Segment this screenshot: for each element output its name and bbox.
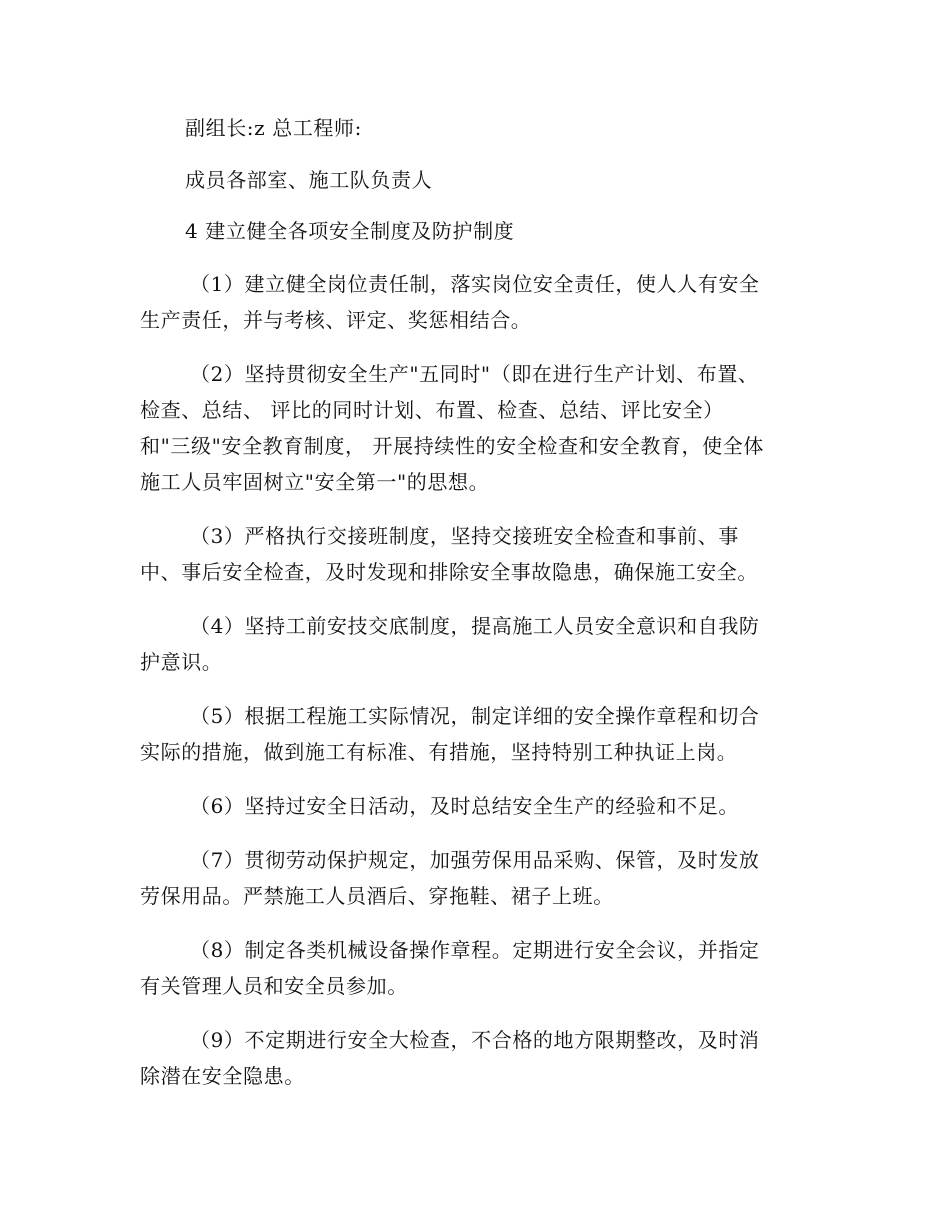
text-line: 除潜在安全隐患。 (140, 1064, 305, 1088)
paragraph-item-5 (140, 698, 808, 770)
text-line: （4）坚持工前安技交底制度，提高施工人员安全意识和自我防 (190, 614, 760, 638)
paragraph-item-4 (140, 608, 808, 680)
paragraph-item-1 (140, 266, 808, 338)
text-line: 和"三级"安全教育制度， 开展持续性的安全检查和安全教育，使全体 (140, 434, 764, 458)
text-line: 有关管理人员和安全员参加。 (140, 974, 408, 998)
text-line: （2）坚持贯彻安全生产"五同时"（即在进行生产计划、布置、 (190, 362, 759, 386)
text-line: 生产责任，并与考核、评定、奖惩相结合。 (140, 308, 532, 332)
text-line: 副组长:z 总工程师: (185, 116, 362, 140)
text-line: （1）建立健全岗位责任制，落实岗位安全责任，使人人有安全 (190, 272, 760, 296)
paragraph-item-9 (140, 1022, 808, 1094)
paragraph-item-3 (140, 518, 808, 590)
text-line: 4 建立健全各项安全制度及防护制度 (185, 219, 515, 243)
text-line: （6）坚持过安全日活动，及时总结安全生产的经验和不足。 (190, 794, 739, 818)
paragraph-item-8 (140, 932, 808, 1004)
text-line: 实际的措施，做到施工有标准、有措施，坚持特别工种执证上岗。 (140, 740, 738, 764)
paragraph-item-7 (140, 842, 808, 914)
text-line: 检查、总结、 评比的同时计划、布置、检查、总结、评比安全） (140, 398, 724, 422)
text-line: （8）制定各类机械设备操作章程。定期进行安全会议，并指定 (190, 938, 760, 962)
text-line: （3）严格执行交接班制度，坚持交接班安全检查和事前、事 (190, 524, 739, 548)
text-line: 劳保用品。严禁施工人员酒后、穿拖鞋、裙子上班。 (140, 884, 614, 908)
text-line: 护意识。 (140, 650, 223, 674)
paragraph-item-2 (140, 356, 808, 500)
paragraph-vice-leader (140, 110, 808, 146)
paragraph-members (140, 162, 808, 198)
section-heading-safety-systems (140, 213, 808, 249)
text-line: （9）不定期进行安全大检查，不合格的地方限期整改，及时消 (190, 1028, 760, 1052)
text-line: 中、事后安全检查，及时发现和排除安全事故隐患，确保施工安全。 (140, 560, 758, 584)
text-line: 施工人员牢固树立"安全第一"的思想。 (140, 470, 490, 494)
text-line: （5）根据工程施工实际情况，制定详细的安全操作章程和切合 (190, 704, 760, 728)
paragraph-item-6 (140, 788, 808, 824)
text-line: 成员各部室、施工队负责人 (185, 168, 433, 192)
text-line: （7）贯彻劳动保护规定，加强劳保用品采购、保管，及时发放 (190, 848, 760, 872)
